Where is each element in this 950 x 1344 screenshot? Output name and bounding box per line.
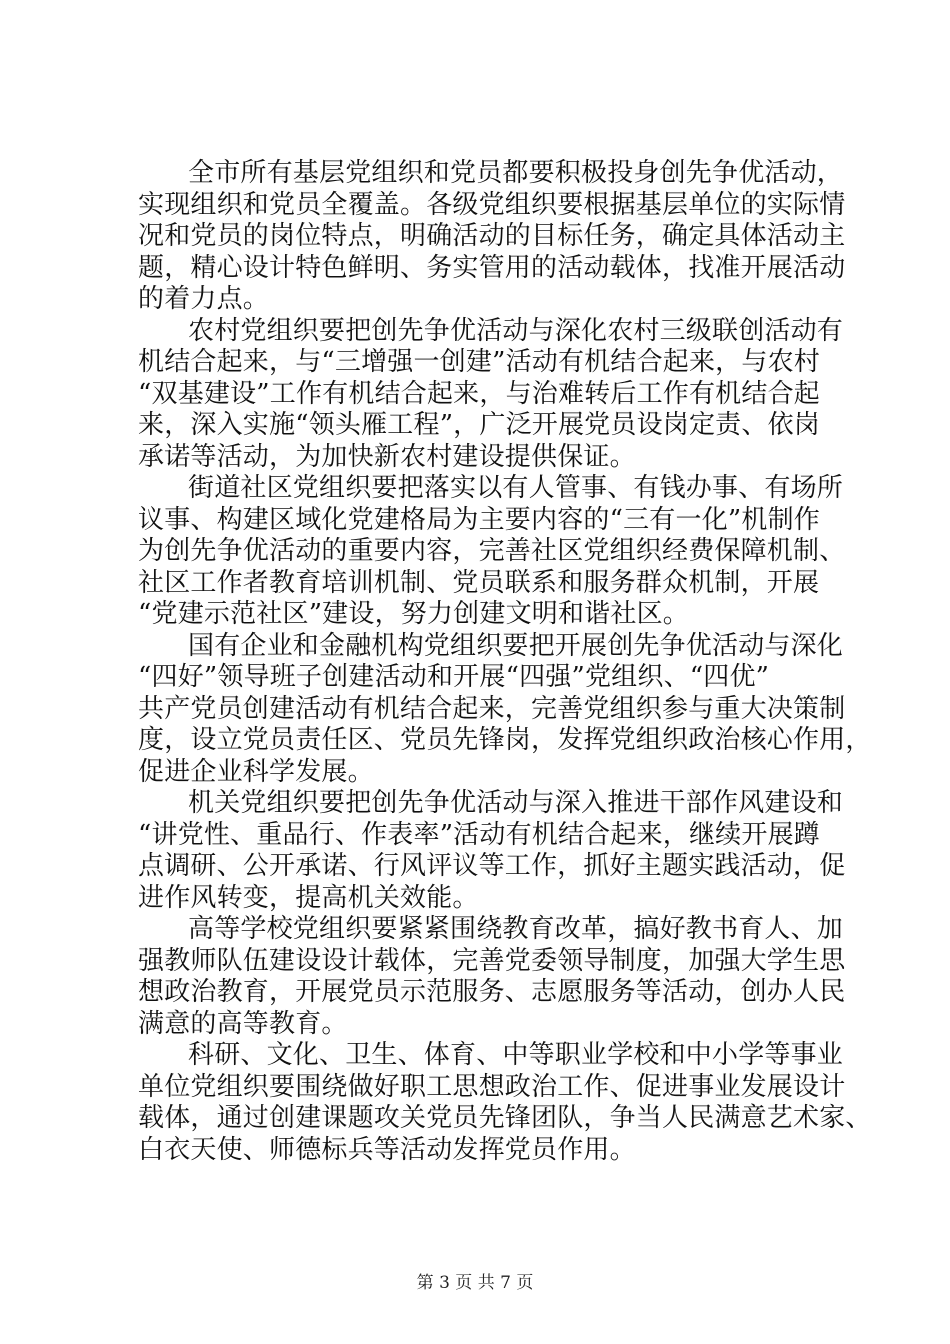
paragraph-line: 全市所有基层党组织和党员都要积极投身创先争优活动， xyxy=(188,158,844,188)
paragraph-line: 满意的高等教育。 xyxy=(138,1008,348,1039)
paragraph-line: 强教师队伍建设设计载体，完善党委领导制度，加强大学生思 xyxy=(138,945,846,976)
paragraph-line: “四好”领导班子创建活动和开展“四强”党组织、“四优” xyxy=(138,662,770,692)
paragraph-line: 度，设立党员责任区、党员先锋岗，发挥党组织政治核心作用， xyxy=(138,725,872,755)
paragraph-5 xyxy=(138,788,846,914)
paragraph-line: 街道社区党组织要把落实以有人管事、有钱办事、有场所 xyxy=(188,473,844,503)
paragraph-line: 进作风转变，提高机关效能。 xyxy=(138,882,479,913)
paragraph-line: “双基建设”工作有机结合起来，与治难转后工作有机结合起 xyxy=(138,378,820,409)
paragraph-line: 农村党组织要把创先争优活动与深化农村三级联创活动有 xyxy=(188,315,844,346)
paragraph-line: 促进企业科学发展。 xyxy=(138,756,374,787)
paragraph-4 xyxy=(138,630,872,789)
paragraph-line: 况和党员的岗位特点，明确活动的目标任务，确定具体活动主 xyxy=(138,221,846,251)
paragraph-line: 载体，通过创建课题攻关党员先锋团队，争当人民满意艺术家、 xyxy=(138,1103,872,1133)
paragraph-line: 实现组织和党员全覆盖。各级党组织要根据基层单位的实际情 xyxy=(138,189,846,220)
paragraph-line: 承诺等活动，为加快新农村建设提供保证。 xyxy=(138,441,636,472)
paragraph-line: 的着力点。 xyxy=(138,284,270,314)
paragraph-line: 社区工作者教育培训机制、党员联系和服务群众机制，开展 xyxy=(138,567,820,598)
page-number-footer: 第 3 页 共 7 页 xyxy=(416,1273,534,1293)
paragraph-line: 机结合起来，与“三增强一创建”活动有机结合起来，与农村 xyxy=(138,347,820,377)
paragraph-line: 高等学校党组织要紧紧围绕教育改革，搞好教书育人、加 xyxy=(188,914,844,944)
paragraph-6 xyxy=(138,914,846,1040)
paragraph-line: 科研、文化、卫生、体育、中等职业学校和中小学等事业 xyxy=(188,1040,844,1070)
paragraph-line: 单位党组织要围绕做好职工思想政治工作、促进事业发展设计 xyxy=(138,1071,846,1102)
paragraph-line: 议事、构建区域化党建格局为主要内容的“三有一化”机制作 xyxy=(138,504,820,535)
paragraph-line: 国有企业和金融机构党组织要把开展创先争优活动与深化 xyxy=(188,630,844,661)
paragraph-line: 点调研、公开承诺、行风评议等工作，抓好主题实践活动，促 xyxy=(138,851,846,881)
paragraph-line: 机关党组织要把创先争优活动与深入推进干部作风建设和 xyxy=(188,788,844,818)
paragraph-line: 白衣天使、师德标兵等活动发挥党员作用。 xyxy=(138,1134,636,1165)
paragraph-3 xyxy=(138,473,846,631)
paragraph-1 xyxy=(138,158,846,316)
paragraph-line: 题，精心设计特色鲜明、务实管用的活动载体，找准开展活动 xyxy=(138,252,846,283)
document-body xyxy=(138,158,872,1166)
paragraph-line: “讲党性、重品行、作表率”活动有机结合起来，继续开展蹲 xyxy=(138,819,820,850)
paragraph-line: 为创先争优活动的重要内容，完善社区党组织经费保障机制、 xyxy=(138,536,846,566)
paragraph-7 xyxy=(138,1040,872,1166)
paragraph-line: 共产党员创建活动有机结合起来，完善党组织参与重大决策制 xyxy=(138,693,846,724)
paragraph-line: 来，深入实施“领头雁工程”，广泛开展党员设岗定责、依岗 xyxy=(138,410,820,440)
paragraph-2 xyxy=(138,315,844,474)
paragraph-line: 想政治教育，开展党员示范服务、志愿服务等活动，创办人民 xyxy=(138,977,846,1007)
paragraph-line: “党建示范社区”建设，努力创建文明和谐社区。 xyxy=(138,599,689,629)
